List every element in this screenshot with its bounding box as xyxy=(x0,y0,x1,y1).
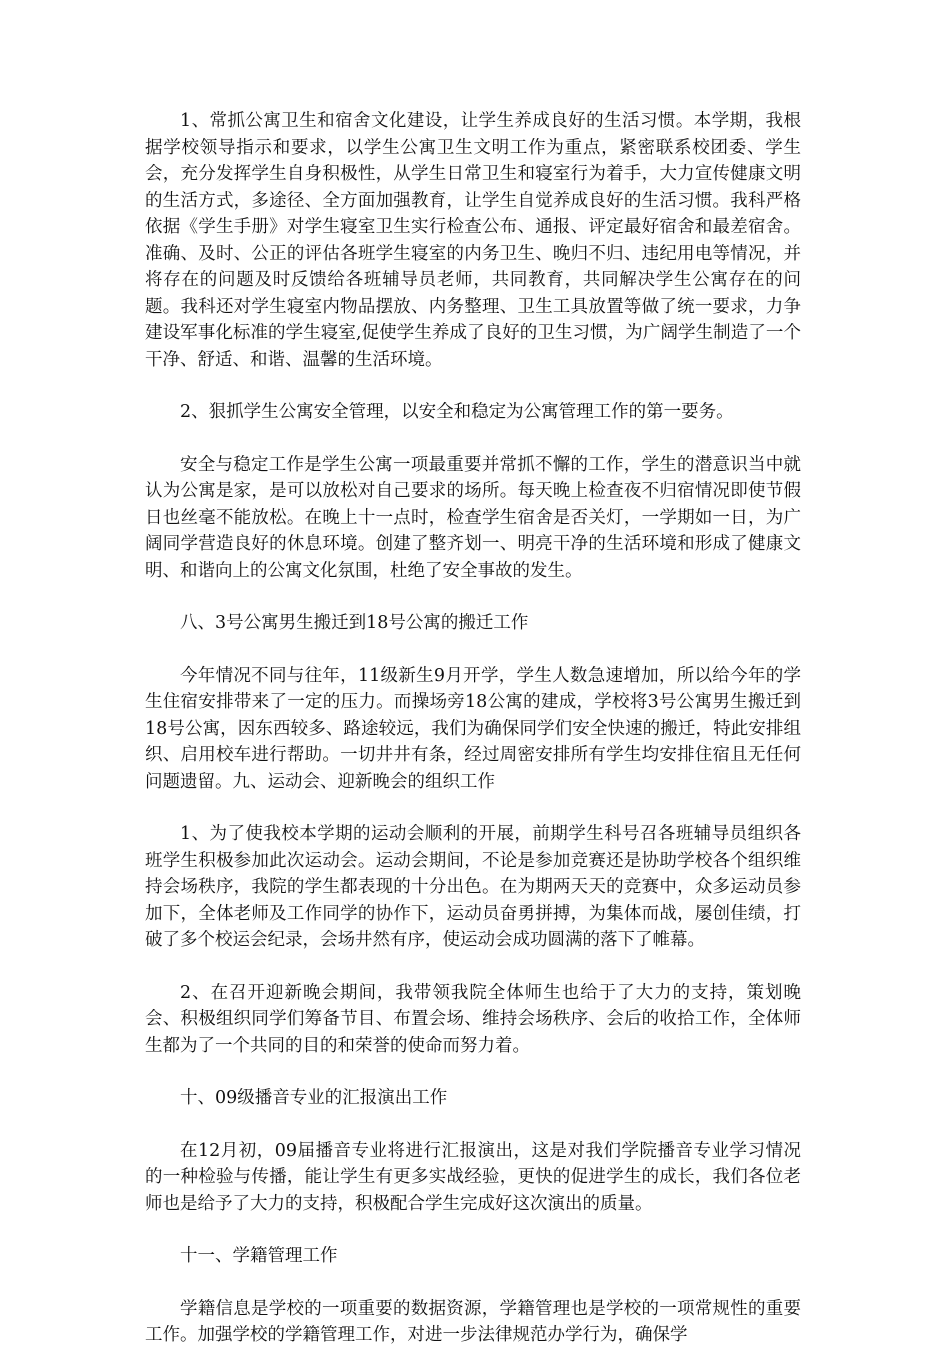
section-heading-relocation: 八、3号公寓男生搬迁到18号公寓的搬迁工作 xyxy=(180,613,529,633)
document-body xyxy=(145,108,801,1349)
paragraph-dorm-safety-heading: 2、狠抓学生公寓安全管理，以安全和稳定为公寓管理工作的第一要务。 xyxy=(180,402,734,422)
paragraph-broadcast: 在12月初，09届播音专业将进行汇报演出，这是对我们学院播音专业学习情况的一种检验与传播，能让学生有更多实战经验，更快的促进学生的成长，我们各位老师也是给予了大力的支持，积极配合学生完成好这次演出的质量。 xyxy=(145,1140,801,1214)
paragraph-welcome-party: 2、在召开迎新晚会期间，我带领我院全体师生也给于了大力的支持，策划晚会、积极组织同学们筹备节目、布置会场、维持会场秩序、会后的收拾工作，全体师生都为了一个共同的目的和荣誉的使命而努力着。 xyxy=(145,982,801,1056)
paragraph-dorm-hygiene: 1、常抓公寓卫生和宿舍文化建设，让学生养成良好的生活习惯。本学期，我根据学校领导指示和要求，以学生公寓卫生文明工作为重点，紧密联系校团委、学生会，充分发挥学生自身积极性，从学生日常卫生和寝室行为着手，大力宣传健康文明的生活方式，多途径、全方面加强教育，让学生自觉养成良好的生活习惯。我科严格依据《学生手册》对学生寝室卫生实行检查公布、通报、评定最好宿舍和最差宿舍。准确、及时、公正的评估各班学生寝室的内务卫生、晚归不归、违纪用电等情况，并将存在的问题及时反馈给各班辅导员老师，共同教育，共同解决学生公寓存在的问题。我科还对学生寝室内物品摆放、内务整理、卫生工具放置等做了统一要求，力争建设军事化标准的学生寝室,促使学生养成了良好的卫生习惯，为广阔学生制造了一个干净、舒适、和谐、温馨的生活环境。 xyxy=(145,111,801,370)
section-heading-student-records: 十一、学籍管理工作 xyxy=(180,1246,338,1266)
section-heading-broadcast: 十、09级播音专业的汇报演出工作 xyxy=(180,1088,448,1108)
paragraph-relocation: 今年情况不同与往年，11级新生9月开学，学生人数急速增加，所以给今年的学生住宿安排带来了一定的压力。而操场旁18公寓的建成，学校将3号公寓男生搬迁到18号公寓，因东西较多、路途较远，我们为确保同学们安全快速的搬迁，特此安排组织、启用校车进行帮助。一切井井有条，经过周密安排所有学生均安排住宿且无任何问题遗留。九、运动会、迎新晚会的组织工作 xyxy=(145,665,801,792)
paragraph-dorm-safety: 安全与稳定工作是学生公寓一项最重要并常抓不懈的工作，学生的潜意识当中就认为公寓是家，是可以放松对自己要求的场所。每天晚上检查夜不归宿情况即使节假日也丝毫不能放松。在晚上十一点时，检查学生宿舍是否关灯，一学期如一日，为广阔同学营造良好的休息环境。创建了整齐划一、明亮干净的生活环境和形成了健康文明、和谐向上的公寓文化氛围，杜绝了安全事故的发生。 xyxy=(145,454,801,581)
paragraph-sports-meet: 1、为了使我校本学期的运动会顺利的开展，前期学生科号召各班辅导员组织各班学生积极参加此次运动会。运动会期间，不论是参加竞赛还是协助学校各个组织维持会场秩序，我院的学生都表现的十分出色。在为期两天天的竞赛中，众多运动员参加下，全体老师及工作同学的协作下，运动员奋勇拼搏，为集体而战，屡创佳绩，打破了多个校运会纪录，会场井然有序，使运动会成功圆满的落下了帷幕。 xyxy=(145,824,801,950)
paragraph-student-records: 学籍信息是学校的一项重要的数据资源，学籍管理也是学校的一项常规性的重要工作。加强学校的学籍管理工作，对进一步法律规范办学行为，确保学 xyxy=(145,1298,801,1345)
